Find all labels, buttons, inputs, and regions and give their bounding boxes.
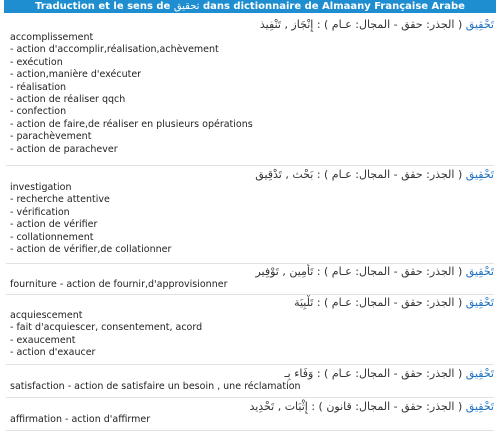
entry-meta: ( الجذر: حقق - المجال: عـام ) : تَأْمِين , تَوْفِير (255, 265, 463, 278)
entry-6 (6, 399, 494, 426)
entry-meta: ( الجذر: حقق - المجال: عـام ) : وَفَاء بِـ (284, 367, 463, 380)
definition-line: accomplissement (10, 32, 94, 43)
headword-link[interactable]: تَحْقِيق (465, 296, 494, 309)
definition-line: fourniture - action de fournir,d'approvisionner (10, 279, 228, 290)
headword-link[interactable]: تَحْقِيق (465, 265, 494, 278)
entry-definition (6, 279, 494, 291)
definition-line: - recherche attentive (10, 194, 110, 206)
entry-heading (6, 264, 494, 279)
header-term: تحقيق (173, 1, 200, 12)
entry-5 (6, 366, 494, 393)
entry-definition (6, 32, 494, 156)
definition-line: - exaucement (10, 334, 76, 346)
definition-line: investigation (10, 182, 72, 193)
header-title-prefix: Traduction et le sens de (35, 1, 171, 12)
definition-line: - collationnement (10, 231, 94, 243)
entry-divider (6, 397, 494, 398)
headword-link[interactable]: تَحْقِيق (465, 367, 494, 380)
definition-line: - action de réaliser qqch (10, 94, 126, 106)
definition-line: - action de vérifier,de collationner (10, 244, 172, 256)
entry-divider (6, 364, 494, 365)
headword-link[interactable]: تَحْقِيق (465, 400, 494, 413)
headword-link[interactable]: تَحْقِيق (465, 18, 494, 31)
header-title-suffix: dans dictionnaire de Almaany Française Arabe (202, 1, 465, 12)
definition-line: - action de vérifier (10, 219, 98, 231)
entry-meta: ( الجذر: حقق - المجال: قانون ) : إِثْبَات , تَحْدِيد (249, 400, 463, 413)
entry-1 (6, 17, 494, 156)
entry-definition (6, 381, 494, 393)
entry-heading (6, 17, 494, 32)
definition-line: - vérification (10, 206, 70, 218)
entry-definition (6, 310, 494, 360)
entry-definition (6, 414, 494, 426)
definition-line: satisfaction - action de satisfaire un besoin , une réclamation (10, 381, 301, 392)
definition-line: - action de faire,de réaliser en plusieurs opérations (10, 118, 253, 130)
headword-link[interactable]: تَحْقِيق (465, 168, 494, 181)
entry-divider (6, 165, 494, 166)
definition-line: - action d'accomplir,réalisation,achèvement (10, 44, 219, 56)
definition-line: - confection (10, 106, 67, 118)
entry-meta: ( الجذر: حقق - المجال: عـام ) : بَحْث , تَدْقِيق (255, 168, 463, 181)
entry-definition (6, 182, 494, 256)
entry-heading (6, 167, 494, 182)
entry-4 (6, 295, 494, 360)
definition-line: - réalisation (10, 81, 67, 93)
definition-line: - action,manière d'exécuter (10, 69, 142, 81)
results-header (4, 0, 496, 13)
definition-line: - action de parachever (10, 143, 118, 155)
entry-heading (6, 399, 494, 414)
definition-line: - fait d'acquiescer, consentement, acord (10, 322, 203, 334)
definition-line: - parachèvement (10, 131, 92, 143)
definition-line: acquiescement (10, 310, 83, 321)
definition-line: - action d'exaucer (10, 347, 96, 359)
definition-line: affirmation - action d'affirmer (10, 414, 151, 425)
entry-divider (6, 430, 494, 431)
entry-2 (6, 167, 494, 256)
entry-heading (6, 295, 494, 310)
entry-meta: ( الجذر: حقق - المجال: عـام ) : تَلْبِيَة (294, 296, 463, 309)
entry-3 (6, 264, 494, 291)
entry-heading (6, 366, 494, 381)
definition-line: - exécution (10, 56, 63, 68)
entry-meta: ( الجذر: حقق - المجال: عـام ) : إِنْجَاز , تَنْفِيذ (259, 18, 463, 31)
